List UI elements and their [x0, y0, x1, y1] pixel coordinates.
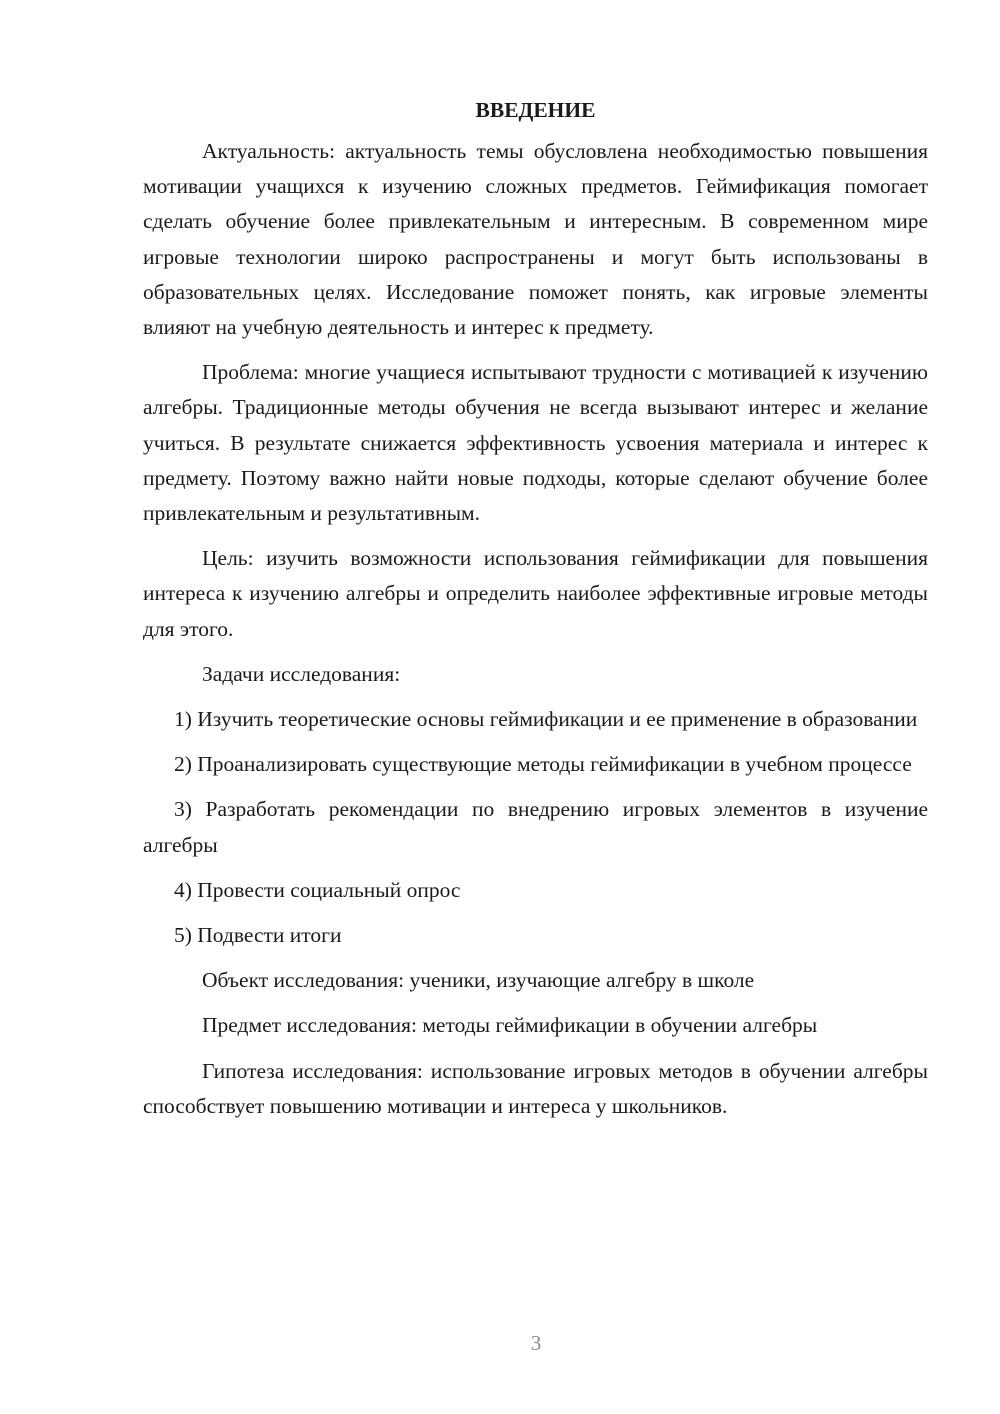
relevance-paragraph: Актуальность: актуальность темы обусловлена необходимостью повышения мотивации учащихся к изучению сложных предметов. Геймификация помогает сделать обучение более привлекательным и интересным. В современном мире игровые технологии широко распространены и могут быть использованы в образовательных целях. Исследование поможет понять, как игровые элементы влияют на учебную деятельность и интерес к предмету.	[143, 139, 928, 340]
problem-paragraph: Проблема: многие учащиеся испытывают трудности с мотивацией к изучению алгебры. Традиционные методы обучения не всегда вызывают интерес и желание учиться. В результате снижается эффективность усвоения материала и интерес к предмету. Поэтому важно найти новые подходы, которые сделают обучение более привлекательным и результативным.	[143, 360, 928, 526]
document-page	[143, 92, 928, 1124]
page-number: 3	[530, 1331, 542, 1355]
research-hypothesis: Гипотеза исследования: использование игровых методов в обучении алгебры способствует повышению мотивации и интереса у школьников.	[143, 1058, 928, 1118]
task-item-5: 5) Подвести итоги	[174, 923, 342, 948]
page-title: ВВЕДЕНИЕ	[475, 98, 596, 122]
research-object: Объект исследования: ученики, изучающие алгебру в школе	[202, 968, 755, 993]
research-subject: Предмет исследования: методы геймификации в обучении алгебры	[202, 1013, 818, 1038]
task-item-3: 3) Разработать рекомендации по внедрению игровых элементов в изучение алгебры	[143, 797, 928, 857]
goal-paragraph: Цель: изучить возможности использования геймификации для повышения интереса к изучению алгебры и определить наиболее эффективные игровые методы для этого.	[143, 546, 928, 641]
task-item-2: 2) Проанализировать существующие методы геймификации в учебном процессе	[174, 752, 912, 777]
tasks-heading: Задачи исследования:	[202, 661, 401, 686]
task-item-1: 1) Изучить теоретические основы геймификации и ее применение в образовании	[174, 707, 918, 732]
task-item-4: 4) Провести социальный опрос	[174, 877, 461, 902]
